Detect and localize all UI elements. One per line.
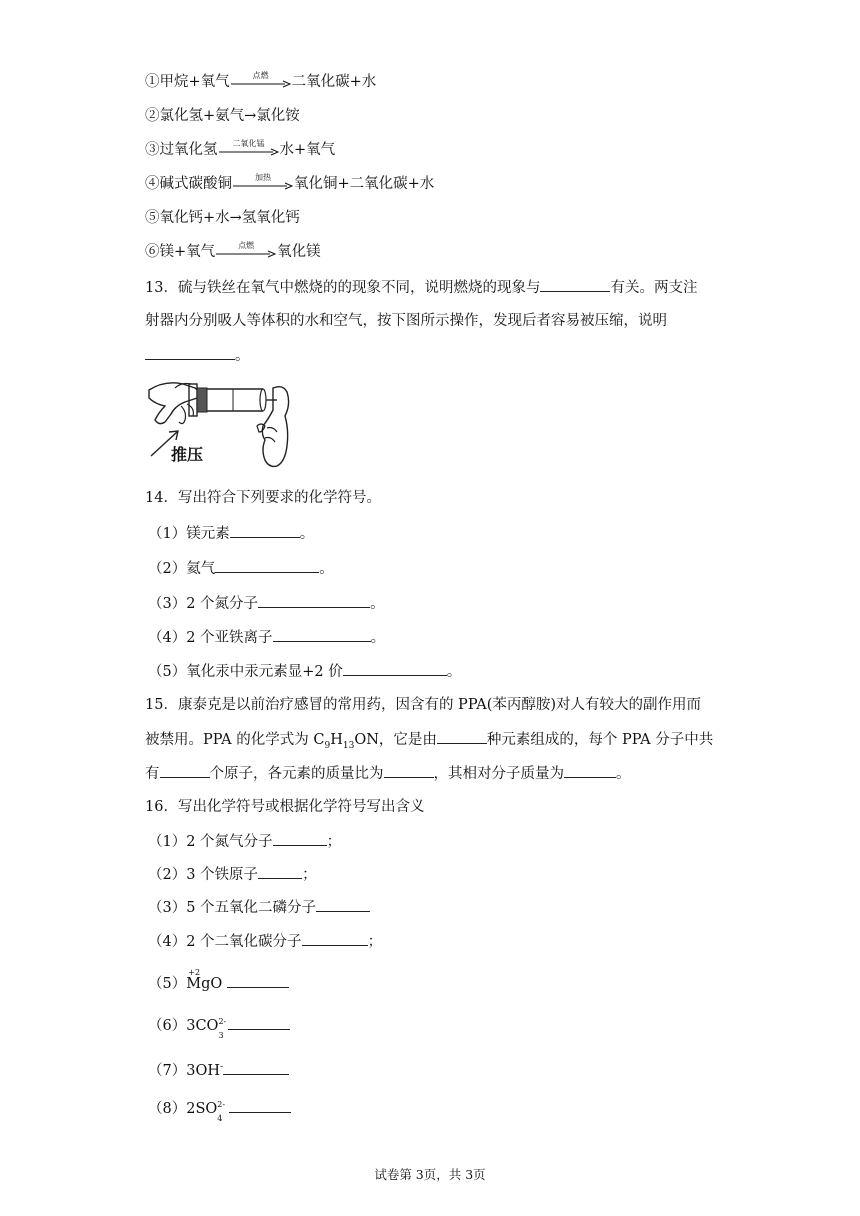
reaction-num: ③ <box>145 142 160 158</box>
q15-line3 <box>145 763 631 784</box>
q16-item-2 <box>148 864 317 885</box>
formula-subscript: 3 <box>218 1031 224 1040</box>
valence-mark: +2 <box>188 968 201 977</box>
reaction-num: ④ <box>145 176 160 192</box>
answer-blank[interactable] <box>227 973 289 988</box>
q16-item-text: （6） <box>148 1018 187 1034</box>
answer-blank[interactable] <box>230 523 300 538</box>
page-footer: 试卷第 3页，共 3页 <box>374 1167 486 1182</box>
formula-text: 3CO <box>186 1018 219 1034</box>
q14-item-2 <box>148 558 334 579</box>
answer-blank[interactable] <box>229 1098 291 1113</box>
q16-item-text: （2）3 个铁原子 <box>148 867 259 883</box>
formula-subscript: 4 <box>217 1114 223 1123</box>
reaction-text: 氯化氢+氨气→氯化铵 <box>159 108 300 124</box>
answer-blank[interactable] <box>258 864 302 879</box>
q14-title <box>145 488 381 508</box>
q15-text: 被禁用。PPA 的化学式为 C <box>145 732 325 748</box>
q15-line1 <box>145 695 701 715</box>
reaction-condition: 点燃 <box>238 241 255 250</box>
reaction-left: 镁+氧气 <box>159 244 216 260</box>
q13-line3 <box>145 345 250 366</box>
reaction-condition: 加热 <box>255 173 271 182</box>
q14-end: 。 <box>370 630 386 646</box>
q15-text: ，其相对分子质量为 <box>433 766 564 782</box>
q16-item-4 <box>148 931 382 952</box>
answer-blank[interactable] <box>273 627 371 642</box>
q13-line2 <box>145 311 667 331</box>
q15-text: 15．康泰克是以前治疗感冒的常用药，因含有的 PPA(苯丙醇胺)对人有较大的副作用而 <box>145 697 702 713</box>
q15-text: 。 <box>616 766 631 782</box>
reaction-num: ⑥ <box>145 244 160 260</box>
q14-item-text: （4）2 个亚铁离子 <box>148 630 273 646</box>
reaction-1 <box>145 72 376 92</box>
q15-text: 个原子，各元素的质量比为 <box>209 766 384 782</box>
answer-blank[interactable] <box>540 277 610 292</box>
answer-blank[interactable] <box>564 763 616 778</box>
formula-text: 2SO <box>186 1101 218 1117</box>
formula-element: Mg <box>186 976 211 992</box>
q14-end: 。 <box>370 596 385 612</box>
q13-text: 。 <box>235 348 250 364</box>
syringe-figure <box>145 376 295 468</box>
reaction-condition: 点燃 <box>252 71 269 80</box>
q15-line2 <box>145 729 713 756</box>
q14-end: 。 <box>299 526 315 542</box>
reaction-num: ① <box>145 74 160 90</box>
q16-item-6 <box>148 1015 290 1040</box>
answer-blank[interactable] <box>228 1015 290 1030</box>
subscript: 9 <box>324 740 331 751</box>
q13-text: 有关。两支注 <box>610 280 698 296</box>
q14-item-1 <box>148 523 314 544</box>
answer-blank[interactable] <box>302 931 368 946</box>
q14-item-3 <box>148 593 385 614</box>
q16-item-text: （3）5 个五氧化二磷分子 <box>148 900 317 916</box>
reaction-right: 氧化铜+二氧化碳+水 <box>294 176 435 192</box>
q16-title <box>145 797 424 817</box>
q16-item-3 <box>148 897 370 918</box>
reaction-arrow-icon <box>233 174 293 194</box>
q16-item-7 <box>148 1057 289 1081</box>
reaction-4 <box>145 174 434 194</box>
answer-blank[interactable] <box>145 345 235 360</box>
q16-item-5 <box>148 968 289 994</box>
q16-title-text: 16．写出化学符号或根据化学符号写出含义 <box>145 799 425 815</box>
q16-item-text: （5） <box>148 976 187 992</box>
answer-blank[interactable] <box>273 831 327 846</box>
reaction-text: 氧化钙+水→氢氧化钙 <box>159 210 300 226</box>
answer-blank[interactable] <box>437 729 487 744</box>
figure-label: 推压 <box>171 445 204 464</box>
formula-element: O <box>210 976 223 992</box>
q14-item-text: （2）氦气 <box>148 561 216 577</box>
q16-item-text: （1）2 个氮气分子 <box>148 834 273 850</box>
reaction-5 <box>145 208 300 228</box>
q16-item-8 <box>148 1098 291 1123</box>
subscript: 13 <box>342 740 355 751</box>
reaction-right: 二氧化碳+水 <box>291 74 377 90</box>
reaction-condition: 二氧化锰 <box>232 139 265 148</box>
q14-item-text: （1）镁元素 <box>148 526 230 542</box>
q16-item-text: （4）2 个二氧化碳分子 <box>148 934 302 950</box>
q15-text: 有 <box>145 766 160 782</box>
answer-blank[interactable] <box>160 763 210 778</box>
reaction-3 <box>145 140 335 160</box>
q14-title-text: 14．写出符合下列要求的化学符号。 <box>145 490 381 506</box>
reaction-right: 氧化镁 <box>277 244 321 260</box>
q16-item-1 <box>148 831 341 852</box>
charge-superscript: - <box>220 1062 224 1072</box>
valence-formula <box>186 968 211 994</box>
reaction-right: 水+氧气 <box>279 142 336 158</box>
reaction-num: ② <box>145 108 160 124</box>
formula-text: 3OH <box>186 1062 220 1079</box>
q13-line1 <box>145 277 697 298</box>
q14-end: 。 <box>319 561 334 577</box>
reaction-arrow-icon <box>219 140 279 160</box>
q13-text: 13．硫与铁丝在氧气中燃烧的的现象不同，说明燃烧的现象与 <box>145 280 541 296</box>
answer-blank[interactable] <box>384 763 434 778</box>
q16-item-text: （7） <box>148 1062 187 1079</box>
reaction-6 <box>145 242 321 262</box>
q16-item-end: ； <box>367 934 383 950</box>
q14-item-4 <box>148 627 385 648</box>
charge-superscript: 2- <box>218 1017 227 1026</box>
reaction-arrow-icon <box>231 72 291 92</box>
q16-item-end: ； <box>326 834 342 850</box>
q15-text: 种元素组成的，每个 PPA 分子中共 <box>486 732 714 748</box>
q16-item-end: ； <box>302 867 317 883</box>
reaction-num: ⑤ <box>145 210 160 226</box>
answer-blank[interactable] <box>343 661 447 676</box>
charge-superscript: 2- <box>217 1100 226 1109</box>
q14-item-text: （5）氧化汞中汞元素显+2 价 <box>148 664 343 680</box>
answer-blank[interactable] <box>215 558 319 573</box>
answer-blank[interactable] <box>223 1060 289 1075</box>
q14-item-text: （3）2 个氮分子 <box>148 596 259 612</box>
answer-blank[interactable] <box>258 593 370 608</box>
q14-end: 。 <box>446 664 462 680</box>
syringe-illustration-icon <box>145 376 295 468</box>
q15-text: H <box>330 732 343 748</box>
reaction-left: 过氧化氢 <box>159 142 218 158</box>
reaction-left: 甲烷+氧气 <box>159 74 230 90</box>
reaction-2 <box>145 106 300 126</box>
q13-text: 射器内分别吸人等体积的水和空气，按下图所示操作，发现后者容易被压缩，说明 <box>145 313 667 329</box>
q16-item-text: （8） <box>148 1101 187 1117</box>
answer-blank[interactable] <box>316 897 370 912</box>
q15-text: ON，它是由 <box>354 732 437 748</box>
reaction-arrow-icon <box>216 242 276 262</box>
reaction-left: 碱式碳酸铜 <box>159 176 232 192</box>
q14-item-5 <box>148 661 461 682</box>
